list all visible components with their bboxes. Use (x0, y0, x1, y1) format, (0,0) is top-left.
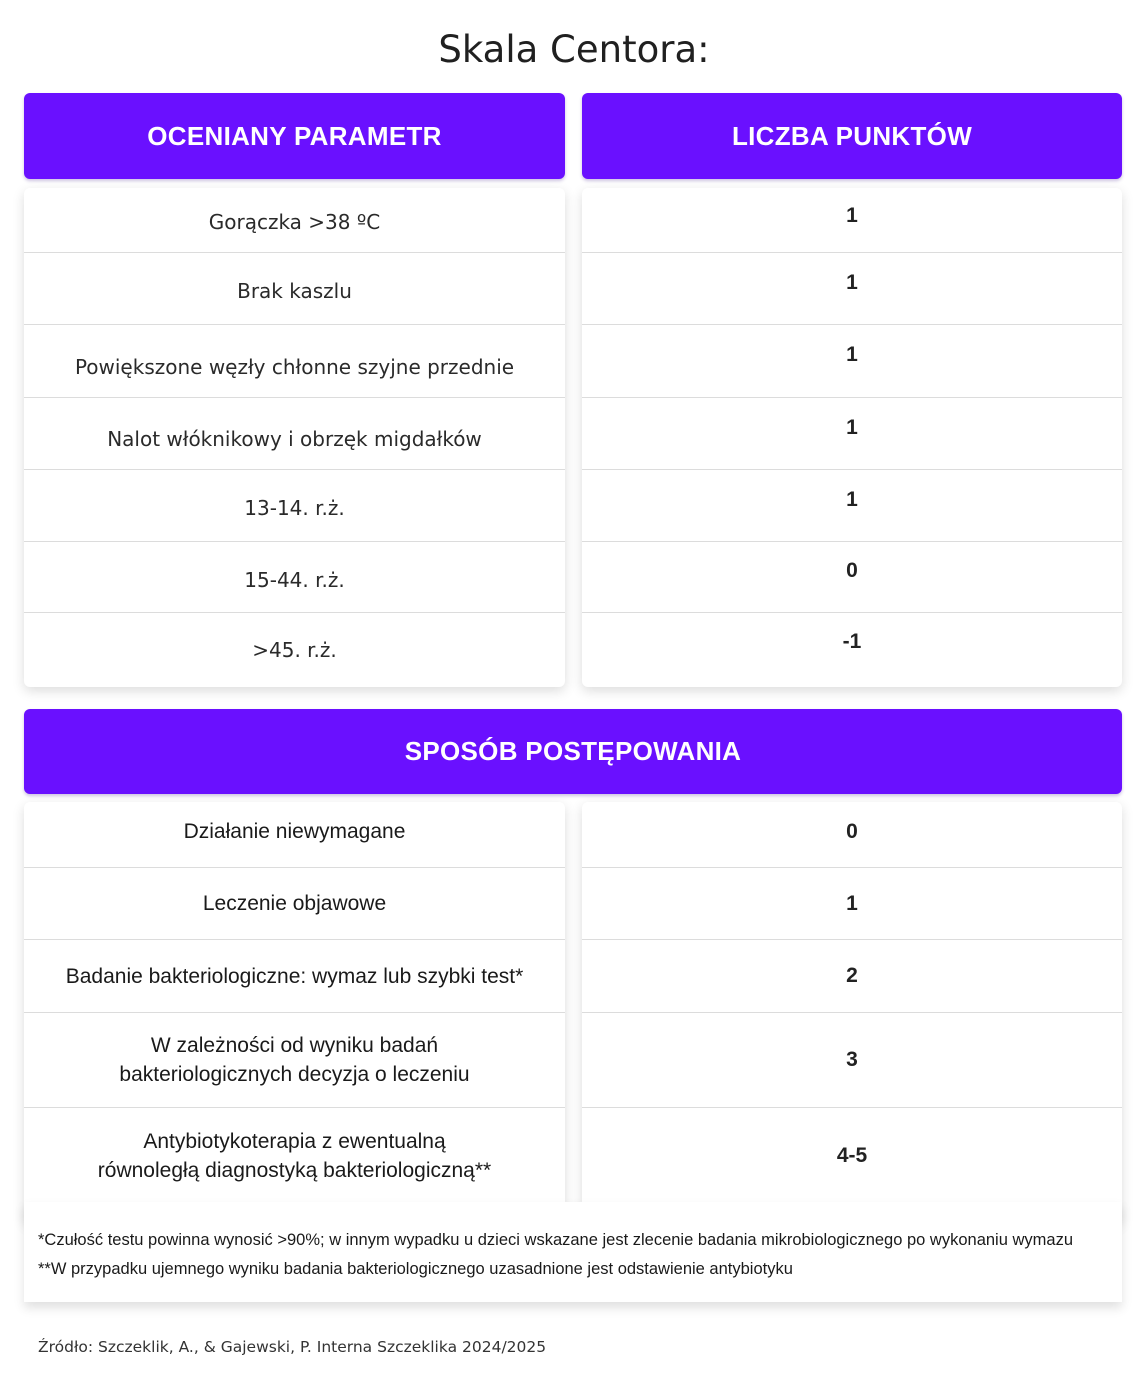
criteria-points-row (582, 613, 1122, 687)
management-score: 2 (846, 964, 858, 987)
management-action: W zależności od wyniku badań bakteriologicznych decyzja o leczeniu (119, 1034, 470, 1086)
management-score-column (582, 802, 1122, 1222)
management-action: Leczenie objawowe (202, 892, 387, 915)
criteria-parameter: Gorączka >38 ºC (208, 210, 381, 234)
criteria-points: 1 (846, 204, 858, 227)
criteria-row (24, 253, 565, 325)
management-action: Badanie bakteriologiczne: wymaz lub szybki test* (65, 964, 524, 988)
management-row (24, 1013, 565, 1108)
criteria-points-row (582, 398, 1122, 470)
management-score-row (582, 868, 1122, 940)
criteria-points: 0 (846, 559, 858, 582)
criteria-points: 1 (846, 487, 858, 511)
criteria-parameter: >45. r.ż. (252, 638, 337, 662)
criteria-parameter: 13-14. r.ż. (244, 495, 345, 520)
criteria-points-row (582, 542, 1122, 613)
source-citation: Źródło: Szczeklik, A., & Gajewski, P. Interna Szczeklika 2024/2025 (38, 1338, 547, 1356)
footnote: **W przypadku ujemnego wyniku badania bakteriologicznego uzasadnione jest odstawienie antybiotyku (38, 1260, 793, 1278)
criteria-row (24, 470, 565, 542)
footnotes (24, 1202, 1122, 1302)
criteria-points: -1 (842, 630, 862, 653)
management-score: 0 (846, 819, 858, 843)
criteria-row (24, 542, 565, 613)
header-parameter: OCENIANY PARAMETR (24, 93, 565, 179)
criteria-points-column (582, 188, 1122, 687)
management-score: 4-5 (836, 1143, 868, 1167)
criteria-points: 1 (846, 270, 858, 294)
criteria-points: 1 (846, 343, 858, 366)
header-management: SPOSÓB POSTĘPOWANIA (24, 709, 1122, 794)
criteria-points-row (582, 325, 1122, 398)
criteria-points-row (582, 253, 1122, 325)
management-action: Antybiotykoterapia z ewentualną równoległą diagnostyką bakteriologiczną** (97, 1129, 492, 1182)
management-row (24, 1108, 565, 1203)
criteria-parameter-column (24, 188, 565, 687)
management-action: Działanie niewymagane (183, 820, 406, 843)
criteria-parameter: Brak kaszlu (237, 278, 352, 303)
criteria-points-row (582, 188, 1122, 253)
management-action-column (24, 802, 565, 1222)
management-row (24, 802, 565, 868)
criteria-parameter: Nalot włóknikowy i obrzęk migdałków (107, 426, 482, 451)
page-title: Skala Centora: (438, 28, 710, 71)
criteria-row (24, 325, 565, 398)
criteria-points-row (582, 470, 1122, 542)
management-row (24, 868, 565, 940)
management-score-row (582, 802, 1122, 868)
footnote: *Czułość testu powinna wynosić >90%; w innym wypadku u dzieci wskazane jest zlecenie badania mikrobiologicznego po wykonaniu wymazu (38, 1231, 1073, 1249)
criteria-parameter: Powiększone węzły chłonne szyjne przednie (74, 355, 515, 379)
management-score-row (582, 940, 1122, 1013)
criteria-row (24, 188, 565, 253)
criteria-row (24, 613, 565, 687)
header-points: LICZBA PUNKTÓW (582, 93, 1122, 179)
management-score: 1 (846, 891, 858, 915)
criteria-parameter: 15-44. r.ż. (244, 568, 345, 592)
management-score: 3 (846, 1048, 858, 1071)
criteria-row (24, 398, 565, 470)
management-score-row (582, 1108, 1122, 1203)
management-row (24, 940, 565, 1013)
management-score-row (582, 1013, 1122, 1108)
criteria-points: 1 (846, 415, 858, 439)
